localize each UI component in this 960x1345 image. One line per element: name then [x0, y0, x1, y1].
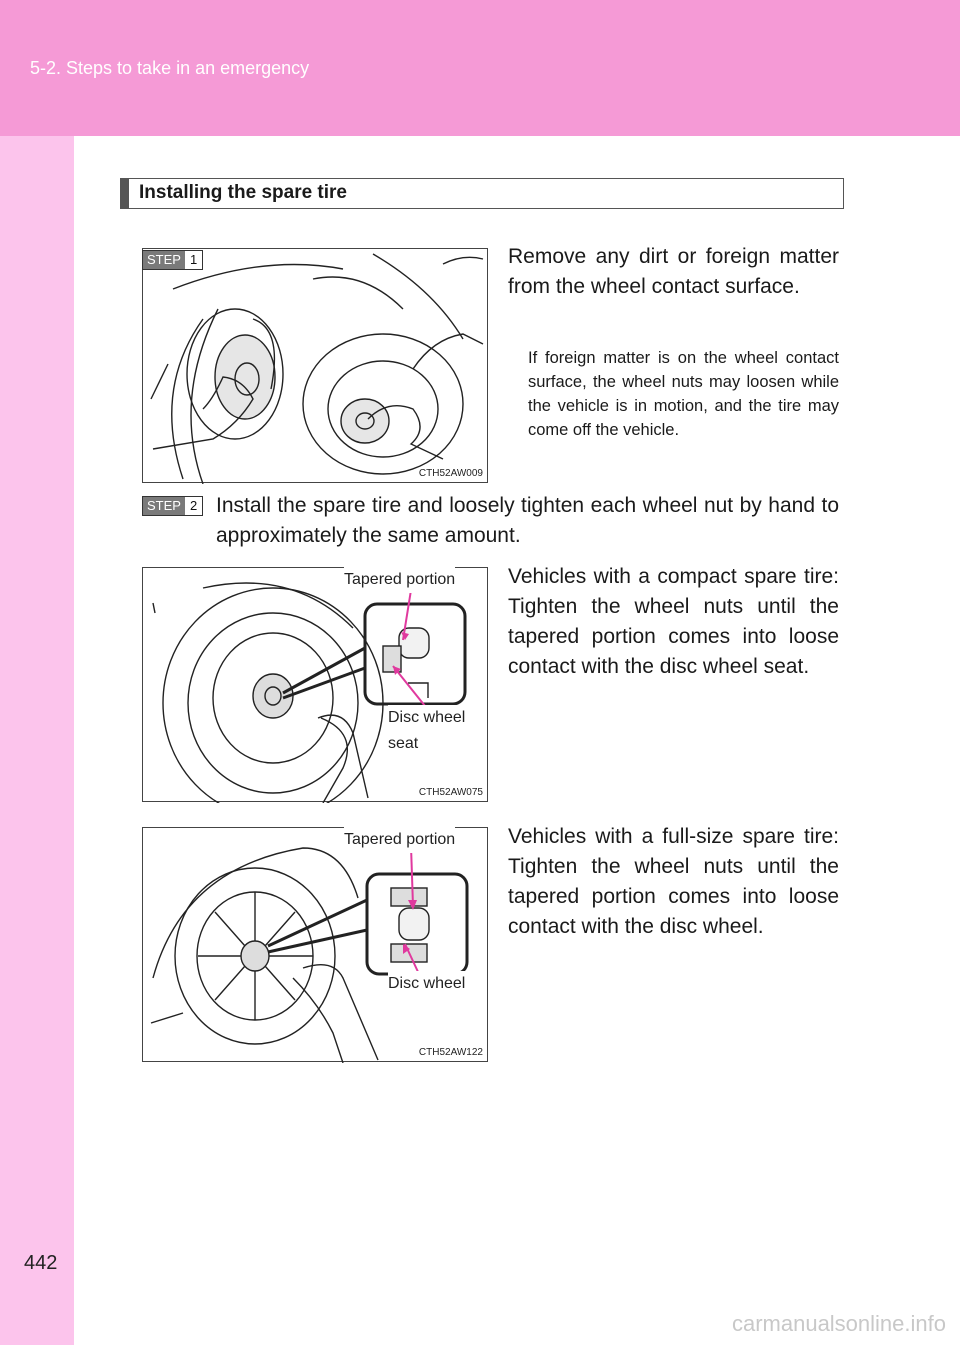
label-tapered-portion: Tapered portion	[344, 567, 455, 593]
step-1-note: If foreign matter is on the wheel contact surface, the wheel nuts may loosen while the vehicle is in motion, and the tire may come off the vehicle.	[528, 349, 839, 439]
step-2-text: Install the spare tire and loosely tighten each wheel nut by hand to approximately the same amount.	[216, 494, 839, 547]
compact-spare-text: Vehicles with a compact spare tire: Tighten the wheel nuts until the tapered portion comes into loose contact with the disc wheel seat.	[508, 565, 839, 678]
step-2-badge	[142, 496, 203, 516]
figure-clean-wheel	[142, 248, 488, 483]
label-disc-wheel-seat-2: seat	[388, 731, 418, 757]
section-title: Installing the spare tire	[139, 182, 347, 203]
step-label: STEP	[143, 251, 185, 269]
figure-fullsize-spare	[142, 827, 488, 1062]
step-1-text: Remove any dirt or foreign matter from the wheel contact surface.	[508, 245, 839, 298]
figure-code: CTH52AW009	[418, 468, 483, 479]
step-label: STEP	[143, 497, 185, 515]
section-header-bar	[121, 179, 129, 208]
fullsize-spare-text: Vehicles with a full-size spare tire: Tighten the wheel nuts until the tapered portion comes into loose contact with the disc wheel.	[508, 825, 839, 938]
compact-spare-illustration	[143, 568, 489, 803]
side-tab-band	[0, 136, 74, 1345]
step-number: 1	[185, 251, 202, 269]
figure-code: CTH52AW075	[418, 787, 483, 798]
section-header	[120, 178, 844, 209]
chapter-title: 5-2. Steps to take in an emergency	[30, 58, 310, 78]
page-number: 442	[24, 1252, 58, 1274]
figure-code: CTH52AW122	[418, 1047, 483, 1058]
step-number: 2	[185, 497, 202, 515]
label-disc-wheel: Disc wheel	[388, 971, 465, 997]
clean-wheel-illustration	[143, 249, 489, 484]
watermark: carmanualsonline.info	[731, 1311, 946, 1336]
label-disc-wheel-seat-1: Disc wheel	[388, 705, 465, 731]
fullsize-spare-illustration	[143, 828, 489, 1063]
figure-compact-spare	[142, 567, 488, 802]
label-tapered-portion: Tapered portion	[344, 827, 455, 853]
step-1-badge	[142, 250, 203, 270]
